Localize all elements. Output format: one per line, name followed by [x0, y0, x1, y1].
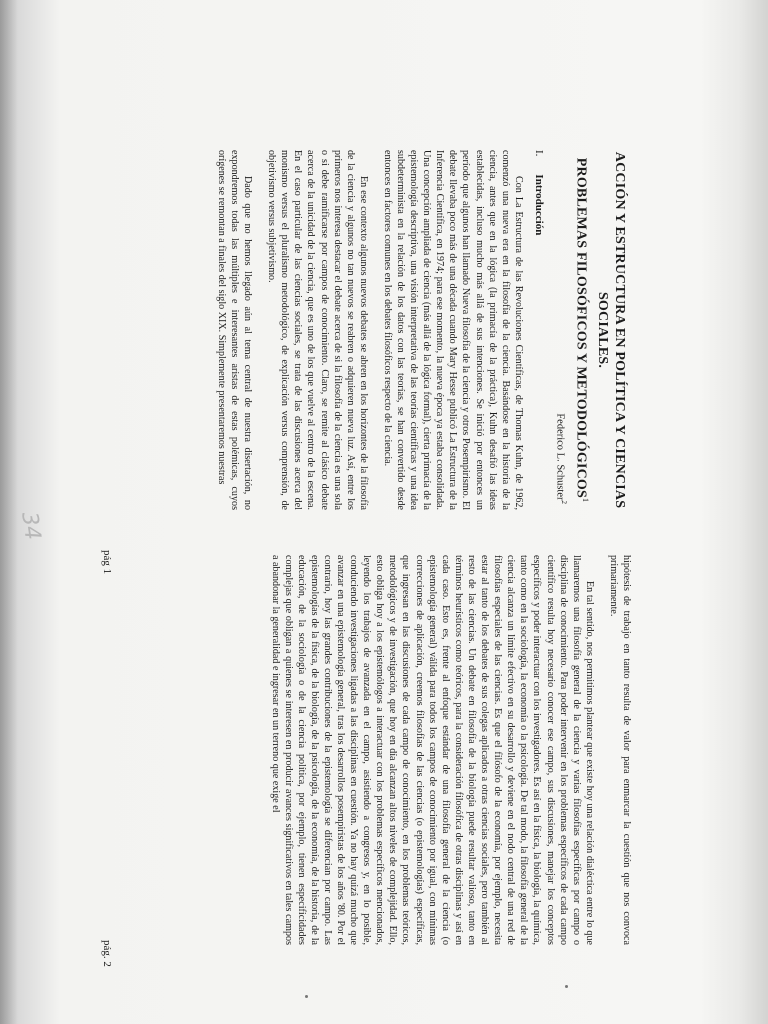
scan-speck: [565, 985, 568, 988]
page-two: [158, 555, 633, 945]
page-one: [158, 150, 628, 510]
title-line-2: PROBLEMAS FILOSÓFICOS Y METODOLÓGICOS: [573, 157, 589, 498]
paragraph: hipótesis de trabajo en tanto resulta de valor para enmarcar la cuestión que nos convoca primariamente.: [607, 555, 632, 945]
document-title: [572, 150, 628, 510]
section-heading: [533, 150, 545, 510]
handwritten-page-mark: 34: [16, 510, 45, 542]
section-number: I.: [532, 150, 545, 157]
paragraph: En tal sentido, nos permitimos plantear que existe hoy una relación dialéctica entre lo que llamaremos una filosofía general de la ciencia y varias filosofías específicas por campo o disciplina de conocimiento. Para poder intervenir en los problemas específicos de cada campo científico resulta hoy necesario conocer ese campo, sus discusiones, manejar los conceptos específicos y poder interactuar con los investigadores. Es así en la física, la biología, la química, tanto como en la sociología, la economía o la psicología. De tal modo, la filosofía general de la ciencia alcanza un límite efectivo en su desarrollo y deviene en el nodo central de una red de filosofías especiales de las ciencias. Es que el filósofo de la economía, por ejemplo, necesita estar al tanto de los debates de sus colegas aplicados a otras ciencias sociales, pero también al resto de las ciencias. Un debate en filosofía de la biología puede resultar valioso, tanto en términos heurísticos como teóricos, para la consideración filosófica de otras disciplinas y así en cada caso. Esto es, frente al enfoque estándar de una filosofía general de la ciencia (o epistemología general) válida para todos los campos de conocimiento por igual, con mínimas correcciones de aplicación, creemos filosofías de las ciencias (o epistemologías) específicas, que ingresan en las discusiones de cada campo de conocimiento, en los problemas teóricos, metodológicos y de investigación, que hoy en día alcanzan altos niveles de complejidad. Ello, esto obliga hoy a los epistemólogos a interactuar con los problemas específicos mencionados, leyendo los trabajos de avanzada en el campo, asistiendo a congresos y, en lo posible, conduciendo investigaciones ligadas a las disciplinas en cuestión. Ya no hay quizá mucho que avanzar en una epistemología general, tras los desarrollos posempiristas de los años '80. Por el contrario, hoy las grandes contribuciones de la epistemología se diferencian por campo. Las epistemologías de la física, de la biología, de la psicología, de la economía, de la historia, de la educación, de la sociología o de la ciencia política, por ejemplo, tienen especificidades complejas que obligan a quienes se interesen en producir avances significativos en tales campos a abandonar la generalidad e ingresar en un terreno que exige el: [269, 555, 595, 945]
author-footnote-marker: 2: [560, 500, 569, 504]
title-line-1: ACCIÓN Y ESTRUCTURA EN POLÍTICA Y CIENCIAS SOCIALES.: [595, 151, 627, 509]
page-number: pág 1: [101, 550, 113, 575]
section-title: Introducción: [532, 174, 545, 236]
paragraph: En ese contexto algunos nuevos debates se abren en los horizontes de la filosofía de la ciencia y algunos no tan nuevos se reabren o adquieren nueva luz. Así, entre los primeros nos interesa destacar el debate acerca de si la filosofía de la ciencia es una sola o si debe ramificarse por campos de conocimiento. Claro, se remite al clásico debate acerca de la unicidad de la ciencia, que es uno de los que vuelve al centro de la escena. En el caso particular de las ciencias sociales, se trata de las discusiones acerca del monismo versus el pluralismo metodológico, de explicación versus comprensión, de objetivismo versus subjetivismo.: [266, 150, 369, 510]
paragraph: Dado que no hemos llegado aún al tema central de nuestra disertación, no expondremos todas las múltiples e interesantes aristas de estas polémicas, cuyos orígenes se remontan a finales del siglo XIX. Simplemente presentaremos nuestras: [215, 150, 254, 510]
scan-speck: [305, 995, 308, 998]
title-footnote-marker: 1: [581, 498, 590, 503]
author-name: Federico L. Schuster: [554, 413, 566, 501]
author-line: [555, 150, 569, 504]
paragraph: Con La Estructura de las Revoluciones Científicas, de Thomas Kuhn, de 1962, comenzó una nueva era en la filosofía de la ciencia. Basándose en la historia de la ciencia, antes que en la lógica (la primacía de la práctica), Kuhn desafió las ideas establecidas, incluso mucho más allá de sus intenciones. Se inició por entonces un período que algunos han llamado Nueva filosofía de la ciencia y otros Posempirismo. El debate llevaba poco más de una década cuando Mary Hesse publicó La Estructura de la Inferencia Científica, en 1974; para ese momento, la nueva época ya estaba consolidada. Una concepción ampliada de ciencia (más allá de la lógica formal), cierta primacía de la epistemología descriptiva, una visión interpretativa de las teorías científicas y una idea subdeterminista en la relación de los datos con las teorías, se han convertido desde entonces en factores comunes en los debates filosóficos respecto de la ciencia.: [381, 150, 524, 510]
page-number: pág. 2: [101, 940, 113, 967]
